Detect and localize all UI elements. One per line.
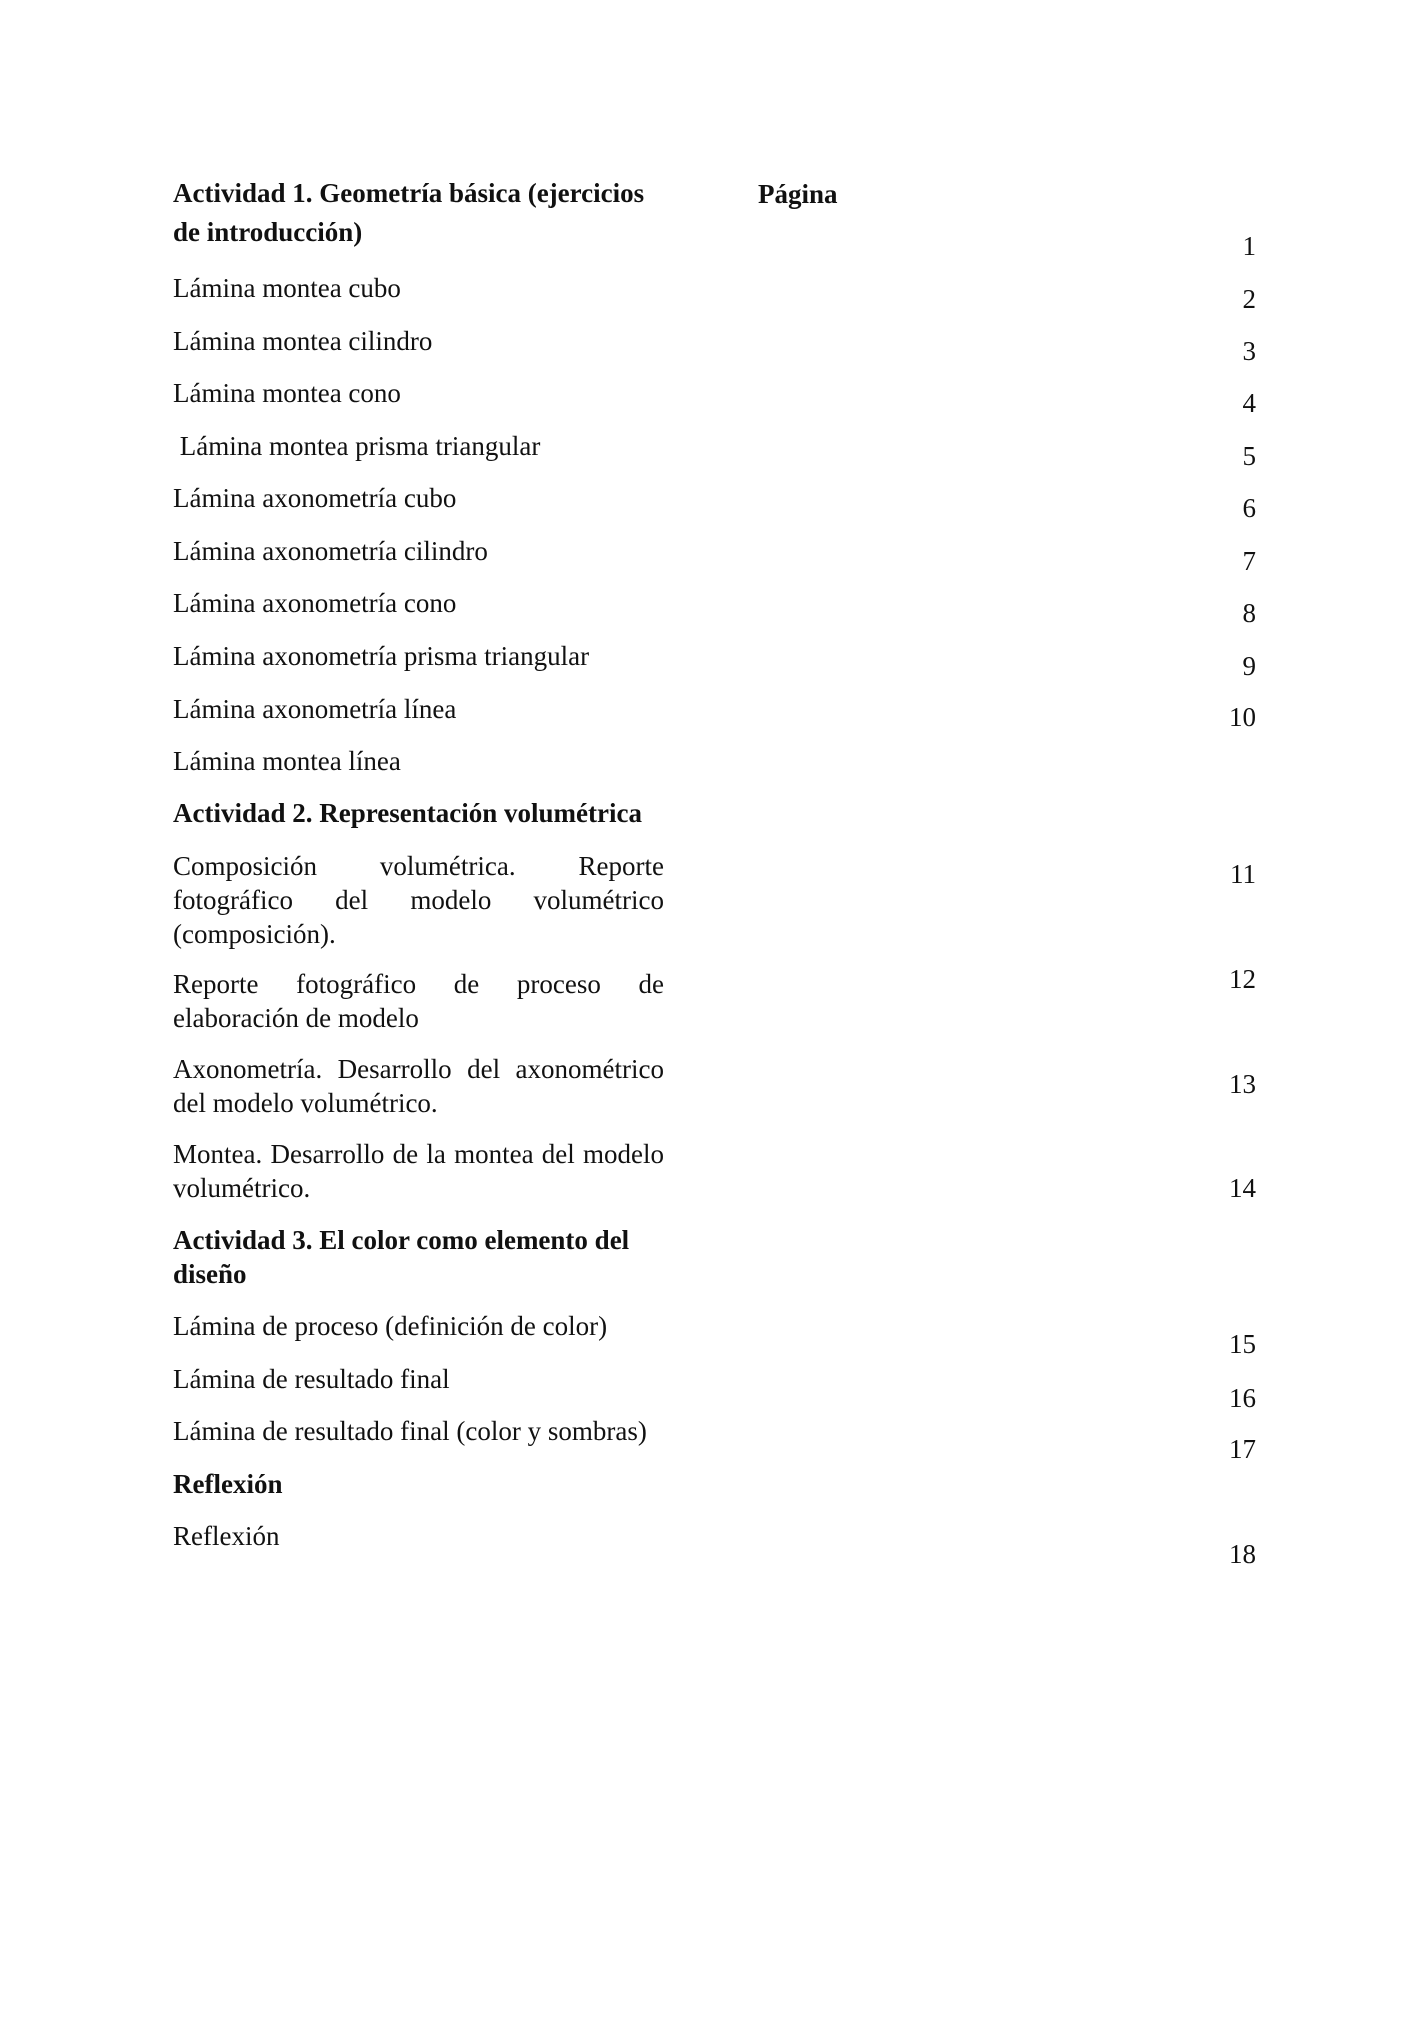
page-number: 3: [1242, 336, 1256, 366]
toc-entry: Lámina montea cubo: [173, 273, 401, 303]
toc-heading-reflexion: Reflexión: [173, 1469, 283, 1499]
page-number: 13: [1229, 1069, 1256, 1099]
toc-entry: Lámina axonometría línea: [173, 694, 457, 724]
toc-entry: Lámina montea línea: [173, 746, 401, 776]
toc-heading-actividad-3: Actividad 3. El color como elemento del diseño: [173, 1225, 630, 1289]
page-number: 10: [1229, 702, 1256, 732]
toc-entry: Lámina axonometría cubo: [173, 483, 457, 513]
page-number: 5: [1242, 441, 1256, 471]
page-number: 17: [1229, 1434, 1256, 1464]
page-number: 11: [1230, 859, 1256, 889]
toc-entry: Lámina axonometría cono: [173, 588, 457, 618]
toc-entry: Lámina de resultado final: [173, 1364, 450, 1394]
toc-entry: Montea. Desarrollo de la montea del modelo volumétrico.: [173, 1139, 664, 1203]
page-column-header: Página: [758, 179, 838, 209]
page-number: 18: [1229, 1539, 1256, 1569]
page-number: 14: [1229, 1173, 1256, 1203]
toc-entry: Composición volumétrica. Reporte fotográfico del modelo volumétrico (composición).: [173, 851, 664, 949]
page-number: 8: [1242, 598, 1256, 628]
toc-entry: Reflexión: [173, 1521, 280, 1551]
toc-entry: Lámina axonometría prisma triangular: [173, 641, 590, 671]
page-number: 12: [1229, 964, 1256, 994]
page-number: 4: [1242, 388, 1256, 418]
toc-entry: Lámina axonometría cilindro: [173, 536, 488, 566]
toc-entry: Reporte fotográfico de proceso de elaboración de modelo: [173, 969, 664, 1033]
toc-entry: Lámina montea prisma triangular: [173, 431, 541, 461]
toc-entry: Lámina montea cilindro: [173, 326, 433, 356]
page-number: 7: [1242, 546, 1256, 576]
toc-entry: Lámina de resultado final (color y sombras): [173, 1416, 647, 1446]
page-number: 9: [1242, 651, 1256, 681]
page-number: 6: [1242, 493, 1256, 523]
page-number: 16: [1229, 1383, 1256, 1413]
page-number: 2: [1242, 284, 1256, 314]
page-number: 1: [1242, 231, 1256, 261]
toc-entry: Lámina montea cono: [173, 378, 401, 408]
page-number: 15: [1229, 1329, 1256, 1359]
toc-entry: Lámina de proceso (definición de color): [173, 1311, 608, 1341]
toc-entry: Axonometría. Desarrollo del axonométrico del modelo volumétrico.: [173, 1054, 664, 1118]
toc-heading-actividad-2: Actividad 2. Representación volumétrica: [173, 798, 642, 828]
toc-heading-actividad-1: Actividad 1. Geometría básica (ejercicios de introducción): [173, 178, 645, 247]
